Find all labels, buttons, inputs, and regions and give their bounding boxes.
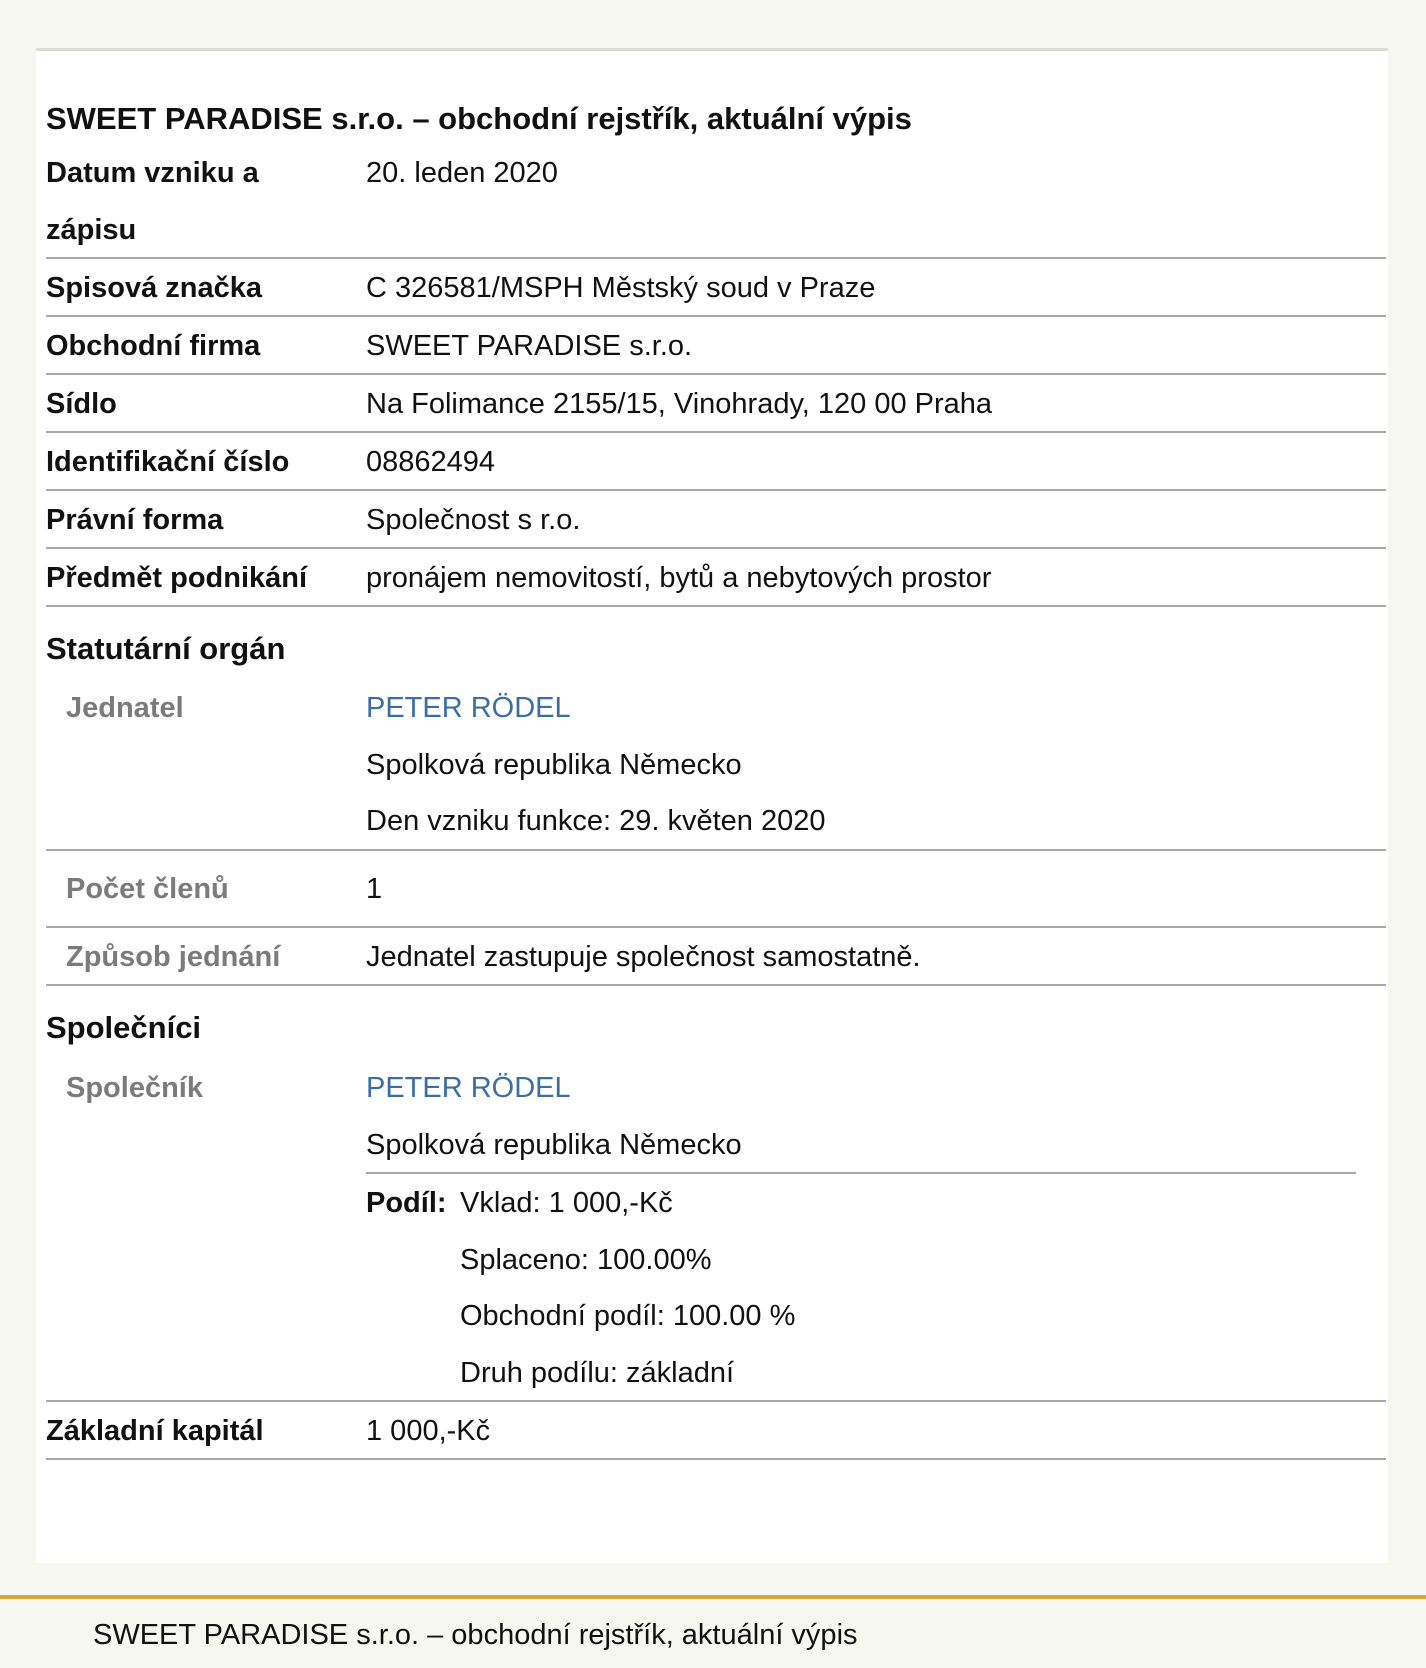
row-value: 1 000,-Kč: [366, 1415, 491, 1447]
row-value: 08862494: [366, 446, 496, 478]
share-type: Druh podílu: základní: [460, 1357, 735, 1389]
person-country: Spolková republika Německo: [366, 1129, 742, 1161]
row-value: Na Folimance 2155/15, Vinohrady, 120 00 Praha: [366, 388, 993, 420]
share-paid: Splaceno: 100.00%: [460, 1244, 712, 1276]
row-value: 20. leden 2020: [366, 157, 558, 189]
row-label: Předmět podnikání: [46, 562, 308, 594]
person-link[interactable]: PETER RÖDEL: [366, 692, 571, 724]
row-label: Sídlo: [46, 388, 117, 420]
row-label: Identifikační číslo: [46, 446, 290, 478]
share-label: Podíl:: [366, 1187, 447, 1219]
row-pravni-forma: [46, 491, 1386, 549]
row-value: pronájem nemovitostí, bytů a nebytových prostor: [366, 562, 992, 594]
footer-caption: SWEET PARADISE s.r.o. – obchodní rejstřík, aktuální výpis: [93, 1619, 858, 1651]
share-deposit: Vklad: 1 000,-Kč: [460, 1187, 673, 1219]
row-value: 1: [366, 873, 383, 905]
person-link[interactable]: PETER RÖDEL: [366, 1072, 571, 1104]
row-label-continued: zápisu: [46, 214, 137, 246]
row-sidlo: [46, 375, 1386, 433]
row-label: Datum vzniku a: [46, 157, 259, 189]
row-label: Společník: [66, 1072, 203, 1104]
page-title: SWEET PARADISE s.r.o. – obchodní rejstřík, aktuální výpis: [46, 101, 912, 136]
person-country: Spolková republika Německo: [366, 749, 742, 781]
row-value: C 326581/MSPH Městský soud v Praze: [366, 272, 876, 304]
row-identifikacni-cislo: [46, 433, 1386, 491]
row-zakladni-kapital: [46, 1402, 1386, 1460]
register-extract-card: [36, 51, 1388, 1563]
share-business-stake: Obchodní podíl: 100.00 %: [460, 1300, 796, 1332]
row-label: Právní forma: [46, 504, 224, 536]
row-spisova-znacka: [46, 259, 1386, 317]
row-value: Společnost s r.o.: [366, 504, 581, 536]
row-obchodni-firma: [46, 317, 1386, 375]
row-spolecnik: [46, 1058, 1386, 1402]
row-label: Způsob jednání: [66, 941, 281, 973]
footer-accent-bar: [0, 1595, 1426, 1599]
section-heading-statutarni-organ: Statutární orgán: [46, 631, 286, 666]
row-predmet-podnikani: [46, 549, 1386, 607]
row-datum-vzniku: [46, 143, 1386, 259]
row-label: Spisová značka: [46, 272, 262, 304]
function-start-date: Den vzniku funkce: 29. květen 2020: [366, 805, 826, 837]
row-zpusob-jednani: [46, 928, 1386, 986]
row-label: Základní kapitál: [46, 1415, 264, 1447]
row-value: Jednatel zastupuje společnost samostatně.: [366, 941, 921, 973]
row-label: Počet členů: [66, 873, 229, 905]
row-value: SWEET PARADISE s.r.o.: [366, 330, 693, 362]
row-jednatel: [46, 678, 1386, 851]
section-heading-spolecnici: Společníci: [46, 1010, 202, 1045]
row-pocet-clenu: [46, 851, 1386, 928]
row-label: Jednatel: [66, 692, 184, 724]
row-label: Obchodní firma: [46, 330, 261, 362]
